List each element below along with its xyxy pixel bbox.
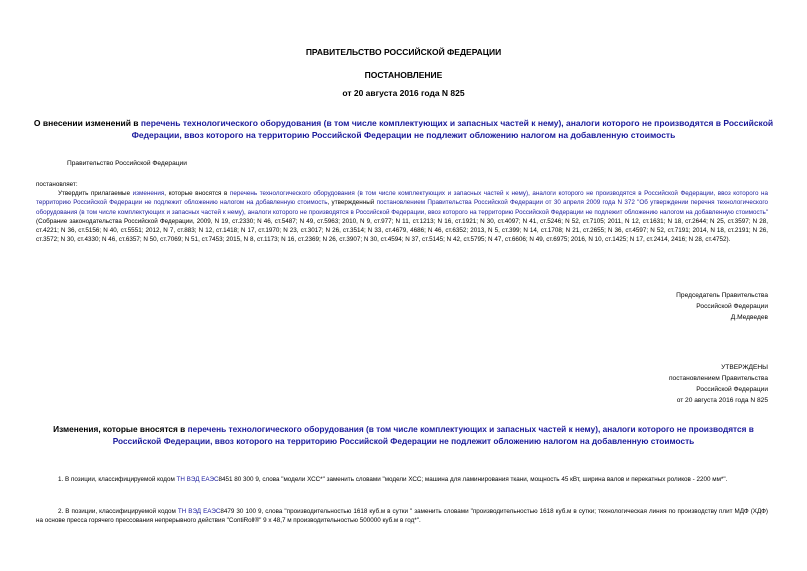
change-item-prefix: 1. В позиции, классифицируемой кодом	[58, 476, 177, 483]
signature-line-1: Председатель Правительства	[676, 292, 768, 299]
resolution-372-link[interactable]: постановлением Правительства Российской Федерации от 30 апреля 2009 года N 372 "Об утверждении перечня технологического оборудования (в том числе комплектующих и запасных частей к нему), аналоги которого не производятся в Российской Федерации, ввоз которого на территорию Российской Федерации не подлежит обложению налогом на добавленную стоимость"	[36, 199, 769, 216]
resolution-text-1: Утвердить прилагаемые	[58, 190, 133, 198]
change-item-text: 8479 30 100 9, слова "производительностью 1618 куб.м в сутки " заменить словами "производительностью 1618 куб.м в сутки; технологическая линия по производству плит МДФ (ХДФ) на основе пресса горячего прессования непрерывного действия "ContiRoll®" 9 х 48,7 м производительностью 500000 куб.м в год*".	[36, 508, 769, 525]
approved-line-1: УТВЕРЖДЕНЫ	[721, 364, 768, 371]
resolution-text-2: , которые вносятся в	[164, 190, 230, 198]
tn-ved-link[interactable]: ТН ВЭД ЕАЭС	[176, 476, 219, 483]
government-heading: ПРАВИТЕЛЬСТВО РОССИЙСКОЙ ФЕДЕРАЦИИ	[305, 47, 502, 57]
changes-title	[30, 423, 777, 447]
tn-ved-link[interactable]: ТН ВЭД ЕАЭС	[177, 508, 221, 515]
document-date: от 20 августа 2016 года N 825	[342, 88, 465, 98]
change-item-prefix: 2. В позиции, классифицируемой кодом	[58, 508, 178, 515]
changes-title-prefix: Изменения, которые вносятся в	[53, 424, 188, 434]
changes-link[interactable]: изменения	[132, 190, 165, 198]
approved-line-3: Российской Федерации	[696, 386, 768, 393]
resolution-text-4: (Собрание законодательства Российской Федерации, 2009, N 19, ст.2330; N 46, ст.5487; N 49, ст.5963; 2010, N 9, ст.977; N 11, ст.1213; N 16, ст.1921; N 30, ст.4097; N 41, ст.5246; N 52, ст.7105; 2011, N 12, ст.1631; N 18, ст.2644; N 25, ст.3597; N 28, ст.4221; N 36, ст.5156; N 40, ст.5551; 2012, N 7, ст.883; N 12, ст.1418; N 17, ст.1970; N 23, ст.3017; N 26, ст.3514; N 33, ст.4679, 4686; N 46, ст.6352; 2013, N 5, ст.399; N 14, ст.1708; N 21, ст.2655; N 36, ст.4597; N 52, ст.7191; 2014, N 18, ст.2191; N 26, ст.3572; N 30, ст.4330; N 46, ст.6357; N 50, ст.7069; N 51, ст.7453; 2015, N 8, ст.1173; N 16, ст.2369; N 26, ст.3907; N 30, ст.4594; N 37, ст.5145; N 42, ст.5795; N 47, ст.6606; N 49, ст.6975; 2016, N 10, ст.1425; N 17, ст.2414, 2416; N 28, ст.4752).	[36, 217, 768, 244]
approved-line-4: от 20 августа 2016 года N 825	[676, 397, 768, 404]
changes-title-link[interactable]: перечень технологического оборудования (в том числе комплектующих и запасных частей к нему), аналоги которого не производятся в Российской Федерации, ввоз которого на территорию Российской Федерации не подлежит обложению налогом на добавленную стоимость	[112, 424, 754, 446]
document-title-prefix: О внесении изменений в	[33, 118, 141, 128]
change-item	[36, 507, 768, 526]
equipment-list-link[interactable]: перечень технологического оборудования (в том числе комплектующих и запасных частей к нему), аналоги которого не производятся в Российской Федерации, ввоз которого на территорию Российской Федерации не подлежит обложению налогом на добавленную стоимость	[36, 190, 768, 207]
document-type-heading: ПОСТАНОВЛЕНИЕ	[364, 70, 443, 80]
change-item-text: 8451 80 300 9, слова "модели ХСС*" заменить словами "модели ХСС; машина для ламинирования ткани, мощность 45 кВт, ширина валов и перекатных роликов - 2200 мм*".	[218, 476, 728, 483]
issuer-text: Правительство Российской Федерации	[67, 160, 187, 167]
change-item	[36, 475, 768, 484]
resolution-paragraph	[36, 189, 768, 244]
approved-block	[669, 362, 768, 406]
document-title-link[interactable]: перечень технологического оборудования (в том числе комплектующих и запасных частей к нему), аналоги которого не производятся в Российской Федерации, ввоз которого на территорию Российской Федерации не подлежит обложению налогом на добавленную стоимость	[131, 118, 774, 140]
document-title	[30, 117, 777, 141]
resolution-text-3: , утвержденный	[327, 199, 377, 207]
signature-line-2: Российской Федерации	[696, 303, 768, 310]
approved-line-2: постановлением Правительства	[668, 375, 768, 382]
resolution-body	[36, 180, 768, 244]
decides-text: постановляет:	[36, 181, 78, 188]
signature-block	[676, 290, 768, 323]
signature-line-3: Д.Медведев	[730, 314, 768, 321]
